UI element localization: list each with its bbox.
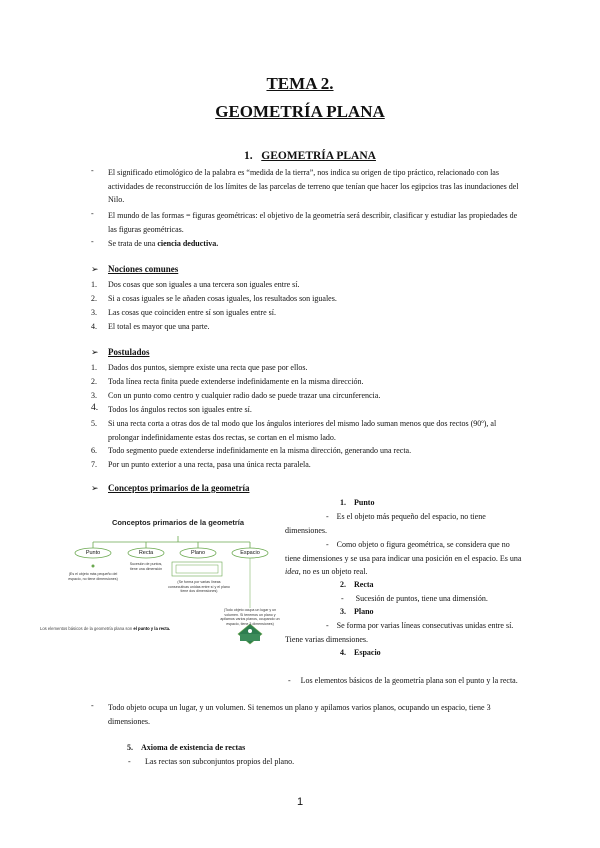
bullet-dash: -	[128, 757, 131, 766]
list-number: 1.	[91, 280, 97, 289]
list-number: 4.	[91, 322, 97, 331]
bullet-dash: -	[91, 166, 94, 175]
concept-number: 1.	[340, 498, 346, 507]
concept-punto-desc2: - Como objeto o figura geométrica, se considera que no tiene dimensiones y se usa para indicar una posición en el espacio. Es una idea, no es un objeto real.	[285, 540, 522, 576]
nociones-item-3: Las cosas que coinciden entre sí son iguales entre sí.	[108, 308, 276, 317]
section-5-number: 5.	[127, 743, 133, 752]
concept-punto-heading	[340, 496, 374, 510]
diagram-note-plano: (Se forma por varias líneas consecutivas unidas entre sí y el plano tiene dos dimensiones)	[168, 580, 230, 593]
nociones-item-2: Si a cosas iguales se le añaden cosas iguales, los resultados son iguales.	[108, 294, 337, 303]
postulados-item-1: Dados dos puntos, siempre existe una recta que pase por ellos.	[108, 363, 308, 372]
concept-after-bullet-2: Todo objeto ocupa un lugar, y un volumen. Si tenemos un plano y apilamos varios planos, ocupando un espacio, tiene 3 dimensiones.	[108, 703, 491, 726]
list-number: 3.	[91, 391, 97, 400]
arrow-icon: ➢	[91, 347, 99, 357]
postulados-heading: Postulados	[108, 347, 150, 357]
concept-label: Punto	[354, 498, 375, 507]
postulados-item-4: Todos los ángulos rectos son iguales entre sí.	[108, 405, 252, 414]
concept-plano-desc: - Se forma por varias líneas consecutivas unidas entre sí. Tiene varias dimensiones.	[285, 621, 514, 644]
diagram-node-recta: Recta	[138, 550, 154, 556]
list-number: 1.	[91, 363, 97, 372]
diagram-connectors	[68, 512, 288, 682]
bullet-dash: -	[91, 209, 94, 218]
concept-recta-heading	[340, 578, 374, 592]
concept-label: Recta	[354, 580, 374, 589]
section-5-heading	[127, 741, 245, 755]
concept-punto-desc2-post: , no es un objeto real.	[298, 567, 368, 576]
diagram-note-recta: Sucesión de puntos, tiene una dimensión	[129, 562, 163, 571]
diagram-title: Conceptos primarios de la geometría	[111, 518, 245, 527]
concept-label: Espacio	[354, 648, 381, 657]
diagram-bottom-note-text: Los elementos básicos de la geometría plana son	[40, 626, 133, 631]
nociones-item-4: El total es mayor que una parte.	[108, 322, 210, 331]
diagram-bottom-note	[40, 626, 230, 632]
concept-label: Plano	[354, 607, 374, 616]
section-5-bullet-1: Las rectas son subconjuntos propios del plano.	[145, 757, 295, 766]
bullet-3-text: Se trata de una	[108, 239, 158, 248]
section-5-title: Axioma de existencia de rectas	[141, 743, 246, 752]
concept-after-bullet-1-text: Los elementos básicos de la geometría plana son el punto y la recta.	[300, 676, 518, 685]
diagram-note-punto: (Es el objeto más pequeño del espacio, no tiene dimensiones)	[68, 572, 118, 581]
diagram-node-punto: Punto	[85, 550, 101, 556]
concept-punto-desc2-pre: Como objeto o figura geométrica, se considera que no tiene dimensiones y se usa para indicar una posición en el espacio. Es una	[285, 540, 522, 563]
postulados-item-5: Si una recta corta a otras dos de tal modo que los ángulos interiores del mismo lado suman menos que dos rectos (90º), al prolongar indefinidamente estas dos rectas, se cortan en el mismo lado.	[108, 419, 497, 442]
concept-diagram	[40, 512, 288, 682]
conceptos-heading: Conceptos primarios de la geometría	[108, 483, 250, 493]
concept-recta-desc-text: Sucesión de puntos, tiene una dimensión.	[355, 594, 488, 603]
concept-plano-desc-text: Se forma por varias líneas consecutivas unidas entre sí. Tiene varias dimensiones.	[285, 621, 514, 644]
arrow-icon: ➢	[91, 483, 99, 493]
postulados-item-2: Toda línea recta finita puede extenderse indefinidamente en la misma dirección.	[108, 377, 364, 386]
postulados-item-6: Todo segmento puede extenderse indefinidamente en la misma dirección, generando una recta.	[108, 446, 412, 455]
bullet-dash: -	[91, 237, 94, 246]
section-1-bullet-1: El significado etimológico de la palabra es “medida de la tierra”, nos indica su origen de tipo práctico, relacionado con las actividades de reconstrucción de los límites de las parcelas de terreno que tenían que hacer los egipcios tras las inundaciones del Nilo.	[108, 168, 519, 204]
postulados-item-3: Con un punto como centro y cualquier radio dado se puede trazar una circunferencia.	[108, 391, 381, 400]
diagram-bottom-note-bold: el punto y la recta.	[133, 626, 171, 631]
nociones-heading: Nociones comunes	[108, 264, 179, 274]
section-1-number: 1.	[244, 150, 253, 162]
concept-number: 4.	[340, 648, 346, 657]
nociones-item-1: Dos cosas que son iguales a una tercera son iguales entre sí.	[108, 280, 300, 289]
title-line-2: GEOMETRÍA PLANA	[215, 102, 385, 121]
list-number: 7.	[91, 460, 97, 469]
diagram-node-plano: Plano	[190, 550, 206, 556]
concept-after-bullet-1: - Los elementos básicos de la geometría plana son el punto y la recta.	[288, 676, 518, 685]
list-number: 6.	[91, 446, 97, 455]
list-number: 3.	[91, 308, 97, 317]
list-number: 5.	[91, 419, 97, 428]
concept-number: 3.	[340, 607, 346, 616]
concept-espacio-heading	[340, 646, 381, 660]
section-1-title: GEOMETRÍA PLANA	[261, 150, 376, 162]
arrow-icon: ➢	[91, 264, 99, 274]
concept-number: 2.	[340, 580, 346, 589]
postulados-item-7: Por un punto exterior a una recta, pasa una única recta paralela.	[108, 460, 311, 469]
list-number: 2.	[91, 294, 97, 303]
diagram-node-espacio: Espacio	[240, 550, 260, 556]
list-number: 2.	[91, 377, 97, 386]
section-1-bullet-3	[108, 237, 528, 251]
section-1-bullet-2: El mundo de las formas = figuras geométricas: el objetivo de la geometría será describir, clasificar y estudiar las propiedades de las figuras geométricas.	[108, 211, 518, 234]
section-1-heading	[244, 150, 376, 162]
page-number: 1	[296, 796, 304, 808]
diagram-note-espacio: (Todo objeto ocupa un lugar y un volumen. Si tenemos un plano y apilamos varios planos, ocupando un espacio, tiene 3 dimensiones)	[220, 608, 280, 626]
title-line-1: TEMA 2.	[266, 74, 334, 93]
concept-recta-desc: - Sucesión de puntos, tiene una dimensión.	[341, 594, 488, 603]
concept-punto-desc2-em: idea	[285, 567, 299, 576]
concept-plano-heading	[340, 605, 374, 619]
list-number: 4.	[91, 403, 99, 413]
bullet-dash: -	[91, 701, 94, 710]
concept-punto-desc-text: Es el objeto más pequeño del espacio, no tiene dimensiones.	[285, 512, 486, 535]
concept-punto-desc: - Es el objeto más pequeño del espacio, no tiene dimensiones.	[285, 512, 486, 535]
bullet-3-bold: ciencia deductiva.	[157, 239, 219, 248]
